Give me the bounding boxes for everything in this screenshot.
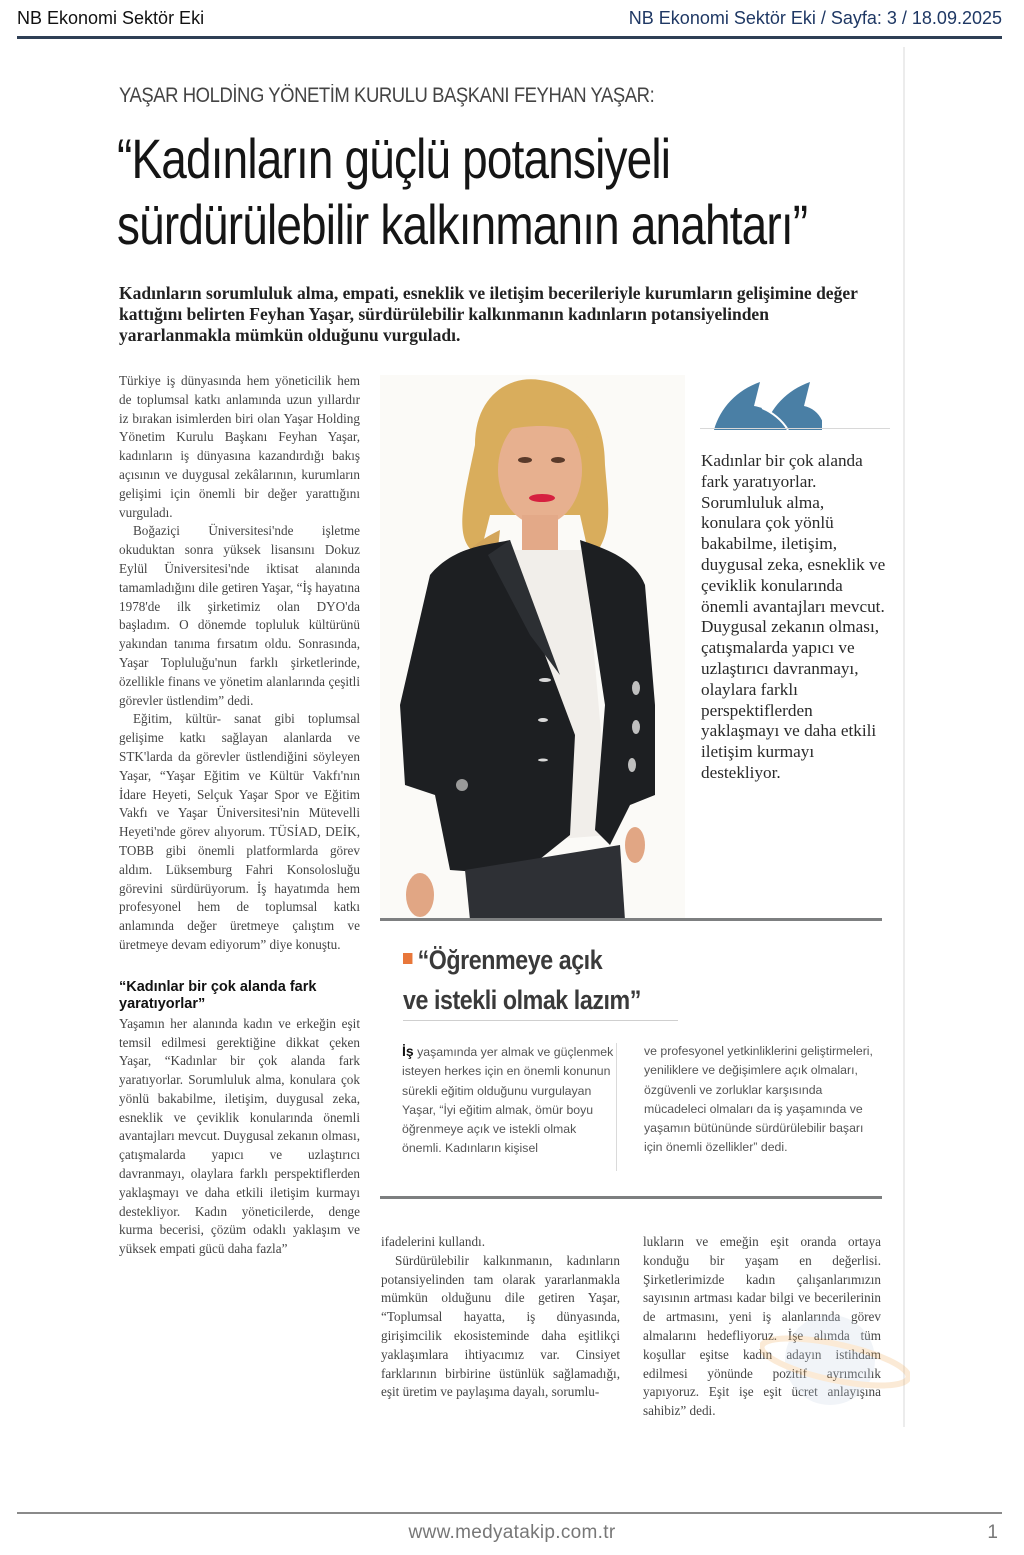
box-column-divider <box>616 1043 617 1171</box>
publication-title: NB Ekonomi Sektör Eki <box>17 8 205 28</box>
box-column-2: ve profesyonel yetkinliklerini geliştirmeleri, yeniliklere ve değişimlere açık olmaları, özgüvenli ve zorluklar karşısında mücadeleci olmaları da iş yaşamında ve yaşamın bütününde sürdürülebilir başarı için önemli özellikler” dedi. <box>644 1044 873 1155</box>
publication-page-info: NB Ekonomi Sektör Eki / Sayfa: 3 / 18.09.2025 <box>628 8 1002 28</box>
portrait-illustration <box>380 375 685 920</box>
box-section-title <box>403 940 641 1020</box>
headline-line-2: sürdürülebilir kalkınmanın anahtarı” <box>117 193 808 256</box>
headline-line-1: “Kadınların güçlü potansiyeli <box>117 127 671 190</box>
pullquote-text: Kadınlar bir çok alanda fark yaratıyorlar. Sorumluluk alma, konulara çok yönlü bakabilme, iletişim, duygusal zeka, esneklik ve çeviklik konularında önemli avantajları mevcut. Duygusal zekanın olması, çatışmalarda yapıcı ve uzlaştırıcı davranmayı, olaylara farklı perspektiflerden yaklaşmayı ve daha etkili iletişim kurmayı destekliyor. <box>701 451 886 782</box>
pullquote-divider <box>700 428 890 429</box>
article-lead: Kadınların sorumluluk alma, empati, esneklik ve iletişim becerileriyle kurumların gelişimine değer kattığını belirten Feyhan Yaşar, sürdürülebilir kalkınmanın kadınların potansiyelinden yararlanmakla mümkün olduğunu vurguladı. <box>119 283 858 345</box>
article-headline <box>117 126 807 258</box>
paragraph: Yaşamın her alanında kadın ve erkeğin eşit temsil edilmesi gerektiğine dikkat çeken Yaşar, “Kadınlar bir çok alanda fark yaratıyorlar. Sorumluluk alma, konulara çok yönlü bakabilme, iletişim, duygusal zeka, esneklik ve çeviklik konularında önemli avantajları mevcut. Duygusal zekanın olması, çatışmalarda yapıcı ve uzlaştırıcı davranmayı, olaylara farklı perspektiflerden yaklaşmayı ve daha etkili iletişim kurmayı destekliyor. Kadın yöneticilerde, denge kurma becerisi, çözüm odaklı yaklaşım ve yüksek empati gücü daha fazla” <box>119 1015 360 1257</box>
box-lead-word: İş <box>402 1043 414 1059</box>
box-bottom-divider <box>380 1196 882 1199</box>
paragraph: Eğitim, kültür- sanat gibi toplumsal gelişime katkı sağlayan alanlarda ve STK'larda da görevler üstlendiğini söyleyen Yaşar, “Yaşar Eğitim ve Kültür Vakfı'nın İdare Heyeti, Selçuk Yaşar Spor ve Eğitim Vakfı ve Yaşar Üniversitesi'nin Mütevelli Heyeti'nde görev alıyorum. TÜSİAD, DEİK, TOBB gibi önemli platformlarda görev aldım. Lüksemburg Fahri Konsolosluğu görevini sürdürüyorum. İş hayatımda hem profesyonel hem de toplumsal katkı anlamında değer üretmeye çalıştım ve üretmeye devam ediyorum” diye konuştu. <box>119 711 360 952</box>
footer-url: www.medyatakip.com.tr <box>408 1522 616 1543</box>
paragraph: Sürdürülebilir kalkınmanın, kadınların potansiyelinden tam olarak yararlanmakla mümkün olduğunu dile getiren Yaşar, “Toplumsal hayatta, iş dünyasında, girişimcilik ekosisteminde daha eşitlikçi yaklaşımlara ihtiyacımız var. Cinsiyet farklarının birbirine üstünlük sağlamadığı, eşit üretim ve paylaşıma dayalı, sorumlu- <box>381 1252 620 1400</box>
planet-watermark-icon <box>760 1300 910 1420</box>
section-subhead: “Kadınlar bir çok alanda fark yaratıyorlar” <box>119 978 317 1012</box>
box-column-1-text: yaşamında yer almak ve güçlenmek isteyen herkes için en önemli konunun sürekli eğitim olduğunu vurgulayan Yaşar, “İyi eğitim almak, ömür boyu öğrenmeye açık ve istekli olmak önemli. Kadınların kişisel <box>402 1045 614 1156</box>
box-column-1 <box>402 1042 617 1159</box>
paragraph: Boğaziçi Üniversitesi'nde işletme okuduktan sonra yüksek lisansını Dokuz Eylül Üniversitesi'nde iktisat alanında tamamladığını dile getiren Yaşar, “İş hayatına 1978'de ilk şirketimiz olan DYO'da başladım. O dönemde topluluk kültürünü yakından tanıma fırsatım oldu. Sonrasında, Yaşar Topluluğu'nun farklı şirketlerinde, özellikle finans ve yönetim alanlarında çeşitli görevler üstlendim” dedi. <box>119 523 360 708</box>
box-title-line-2: ve istekli olmak lazım” <box>403 985 641 1015</box>
orange-square-bullet-icon <box>403 953 412 964</box>
photo-divider <box>380 918 882 921</box>
article-kicker: YAŞAR HOLDİNG YÖNETİM KURULU BAŞKANI FEYHAN YAŞAR: <box>119 84 655 107</box>
article-column-3 <box>381 1233 620 1402</box>
box-title-line-1: “Öğrenmeye açık <box>417 945 603 975</box>
footer-divider <box>17 1512 1002 1514</box>
quote-open-icon <box>712 378 822 430</box>
header-divider <box>17 36 1002 39</box>
page-right-border <box>903 47 905 1427</box>
paragraph: ifadelerini kullandı. <box>381 1234 485 1249</box>
portrait-photo <box>380 375 685 920</box>
paragraph: lukların ve emeğin eşit oranda ortaya konduğu bir yaşam en değerlisi. Şirketlerimizde kadın çalışanlarımızın sayısının artması kadar bilgi ve becerilerinin de artmasını, yeni iş alanlarında görev almalarını hedefliyoruz. İşe alımda tüm koşullar eşitse kadın adayın istihdam edilmesi yönünde pozitif ayrımcılık yapıyoruz. Eşit işe eşit ücret anlayışına sahibiz” dedi. <box>643 1234 881 1419</box>
footer-page-number: 1 <box>987 1522 998 1543</box>
paragraph: Türkiye iş dünyasında hem yöneticilik hem de toplumsal katkı anlamında uzun yıllardır iz bırakan isimlerden biri olan Yaşar Holding Yönetim Kurulu Başkanı Feyhan Yaşar, kadınların iş dünyasına kazandırdığı bakış açısının ve duygusal zekâlarının, kurumların gelişimi için önemli bir değer yarattığını vurguladı. <box>119 373 360 520</box>
article-column-1 <box>119 372 360 1259</box>
box-title-divider <box>403 1020 678 1021</box>
